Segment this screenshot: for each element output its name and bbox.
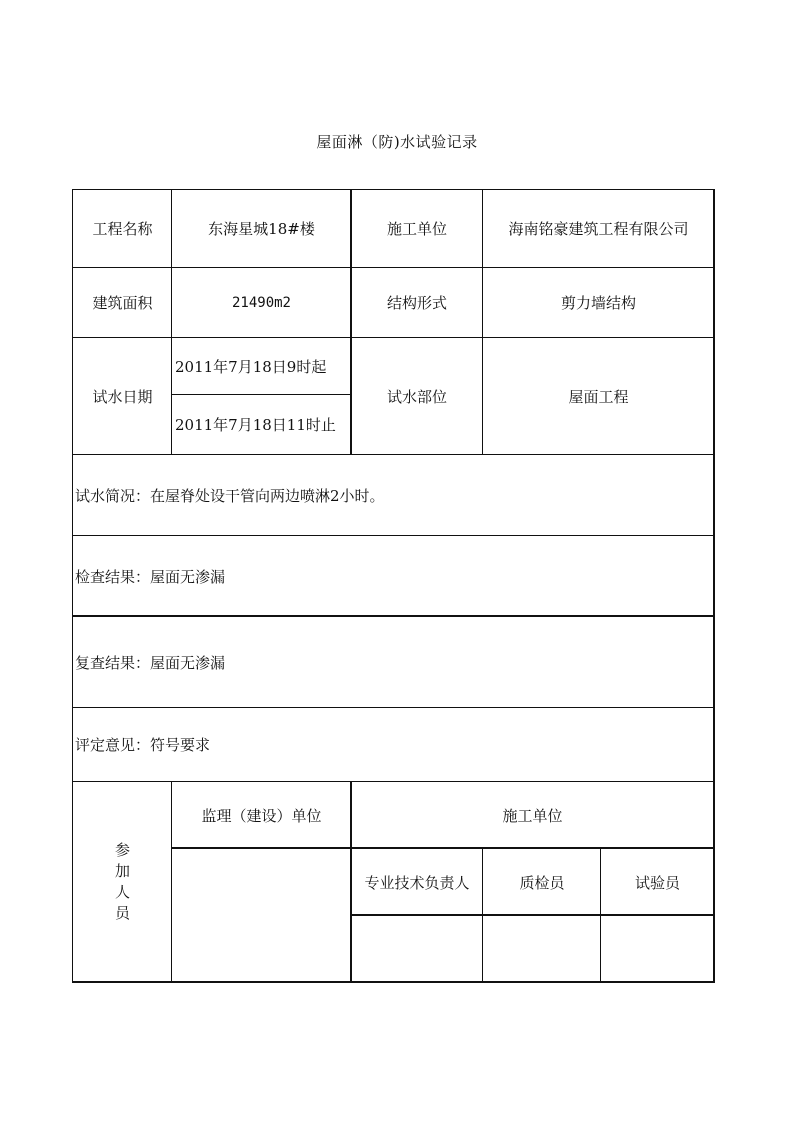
grid-line — [172, 847, 715, 849]
grid-line — [172, 394, 351, 395]
test-start-time: 2011年7月18日9时起 — [175, 357, 327, 376]
quality-inspector-label: 质检员 — [519, 873, 565, 892]
grid-line — [72, 707, 715, 708]
grid-line — [72, 337, 715, 338]
contractor-label: 施工单位 — [386, 220, 447, 238]
grid-line — [482, 189, 483, 455]
participants-label — [73, 782, 172, 982]
participants-char-1: 参 — [114, 841, 130, 859]
grid-line — [351, 914, 715, 916]
test-part-value: 屋面工程 — [568, 387, 629, 406]
grid-line — [72, 781, 715, 782]
quality-inspector-signature — [483, 916, 601, 982]
page-title: 屋面淋（防)水试验记录 — [316, 133, 478, 151]
evaluation-opinion: 评定意见：符号要求 — [75, 736, 211, 754]
grid-line — [72, 454, 715, 455]
grid-line — [72, 267, 715, 268]
grid-line — [72, 981, 715, 983]
grid-line — [171, 781, 172, 983]
recheck-result: 复查结果：屋面无渗漏 — [75, 653, 226, 672]
tester-signature — [601, 916, 714, 982]
participants-char-3: 人 — [114, 883, 130, 901]
grid-line — [350, 781, 352, 983]
grid-line — [72, 189, 715, 190]
test-end-time: 2011年7月18日11时止 — [175, 416, 336, 434]
test-date-label: 试水日期 — [92, 387, 153, 406]
tester-label: 试验员 — [634, 873, 680, 892]
grid-line — [72, 535, 715, 536]
grid-line — [482, 848, 483, 983]
grid-line — [171, 189, 172, 455]
construction-unit-label: 施工单位 — [502, 806, 563, 825]
participants-char-2: 加 — [114, 862, 130, 880]
area-value: 21490m2 — [231, 294, 291, 311]
supervision-unit-signature — [172, 849, 351, 982]
contractor-value: 海南铭豪建筑工程有限公司 — [508, 220, 689, 238]
project-name-value: 东海星城18#楼 — [208, 220, 315, 238]
grid-line — [72, 189, 73, 983]
grid-line — [72, 615, 715, 617]
test-part-label: 试水部位 — [386, 387, 447, 406]
tech-lead-label: 专业技术负责人 — [364, 873, 470, 892]
grid-line — [713, 189, 715, 983]
structure-label: 结构形式 — [386, 294, 447, 312]
structure-value: 剪力墙结构 — [560, 294, 636, 312]
grid-line — [350, 189, 352, 455]
grid-line — [600, 848, 601, 983]
test-summary: 试水简况：在屋脊处设干管向两边喷淋2小时。 — [75, 486, 385, 505]
area-label: 建筑面积 — [92, 294, 153, 312]
supervision-unit-label: 监理（建设）单位 — [201, 806, 322, 825]
participants-char-4: 员 — [114, 904, 130, 922]
inspection-result: 检查结果：屋面无渗漏 — [75, 567, 226, 586]
tech-lead-signature — [351, 916, 483, 982]
project-name-label: 工程名称 — [92, 220, 153, 238]
